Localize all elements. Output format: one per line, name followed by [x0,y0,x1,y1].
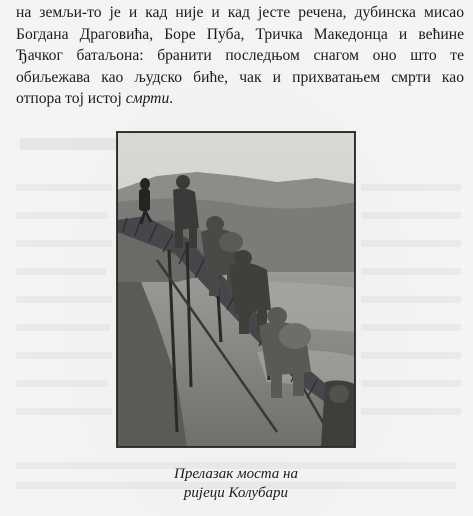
body-line-2: Богдана Драговића, Боре Пуба, Тричка Македонца и већине [16,25,464,43]
caption-line-2: ријеци Колубари [183,485,289,501]
body-line-4: обиљежава као људско биће, чак и прихватањем смрти као [16,68,464,86]
body-line-5-end: . [169,90,174,107]
body-line-1: на земљи-то је и кад није и кад јесте речена, дубинска мисао [16,4,464,21]
body-line-5 [16,88,464,110]
bridge-crossing-photo [117,132,355,447]
photo-caption [117,465,355,503]
emphasized-word: смрти [125,90,170,107]
photo-illustration [117,132,355,447]
body-paragraph [16,2,464,110]
caption-line-1: Прелазак моста на [174,466,298,482]
body-line-3: Ђачког батаљона: бранити последњом снагом оно што те [16,47,464,64]
body-line-5-text: отпора тој истој [16,90,126,107]
